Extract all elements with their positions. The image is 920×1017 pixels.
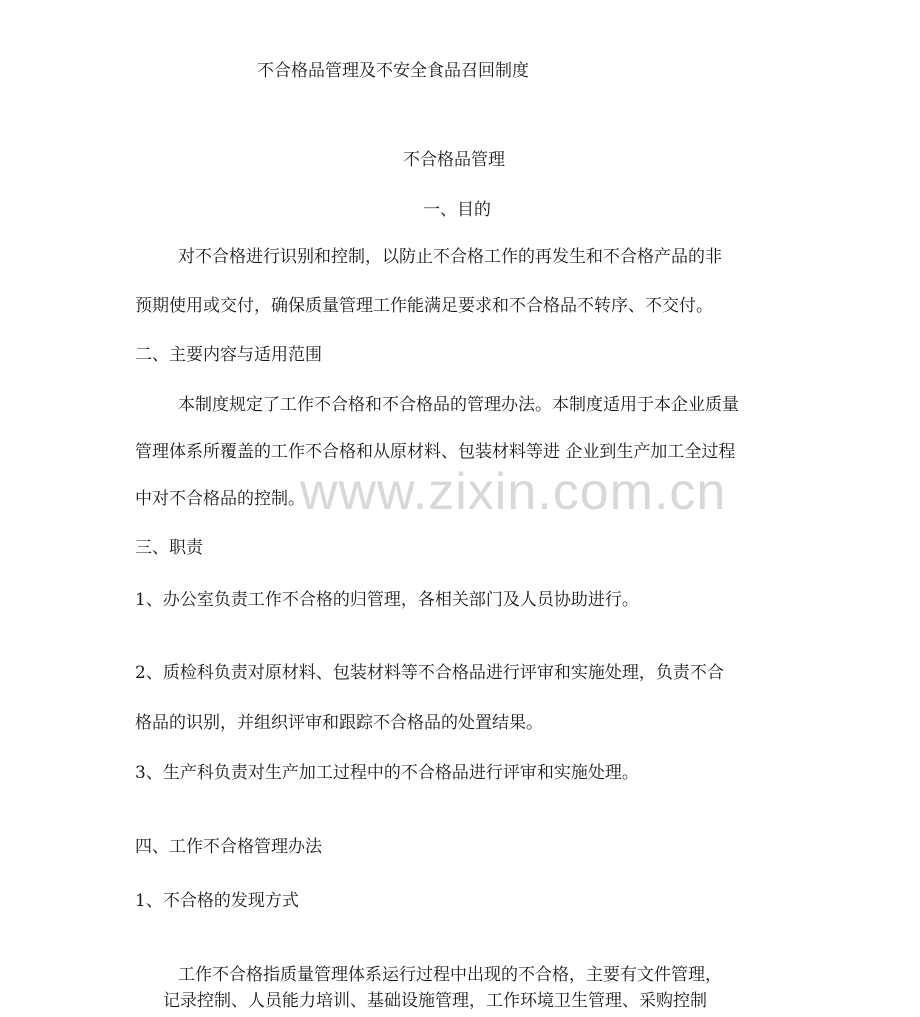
duties-item-2-line: 格品的识别，并组织评审和跟踪不合格品的处置结果。 [135,713,543,733]
duties-item-1: 1、办公室负责工作不合格的归管理，各相关部门及人员协助进行。 [135,590,639,610]
subsection-heading: 1、不合格的发现方式 [135,891,299,911]
watermark: www.zixin.com.cn [300,463,727,521]
work-nonconformity-heading: 四、工作不合格管理办法 [135,837,322,857]
scope-line: 管理体系所覆盖的工作不合格和从原材料、包装材料等进 企业到生产加工全过程 [135,442,736,462]
main-title: 不合格品管理及不安全食品召回制度 [257,61,529,81]
duties-item-3: 3、生产科负责对生产加工过程中的不合格品进行评审和实施处理。 [135,763,639,783]
duties-heading: 三、职责 [135,538,203,558]
paragraph-line: 工作不合格指质量管理体系运行过程中出现的不合格，主要有文件管理， [178,965,722,985]
scope-line: 本制度规定了工作不合格和不合格品的管理办法。本制度适用于本企业质量 [178,395,739,415]
section-heading: 不合格品管理 [403,150,505,170]
purpose-line: 对不合格进行识别和控制，以防止不合格工作的再发生和不合格产品的非 [178,247,722,267]
paragraph-line: 记录控制、人员能力培训、基础设施管理，工作环境卫生管理、采购控制 [163,991,707,1011]
scope-heading: 二、主要内容与适用范围 [135,345,322,365]
scope-line: 中对不合格品的控制。 [135,489,305,509]
purpose-line: 预期使用或交付，确保质量管理工作能满足要求和不合格品不转序、不交付。 [135,296,713,316]
duties-item-2-line: 2、质检科负责对原材料、包装材料等不合格品进行评审和实施处理，负责不合 [135,663,724,683]
purpose-heading: 一、目的 [423,200,491,220]
